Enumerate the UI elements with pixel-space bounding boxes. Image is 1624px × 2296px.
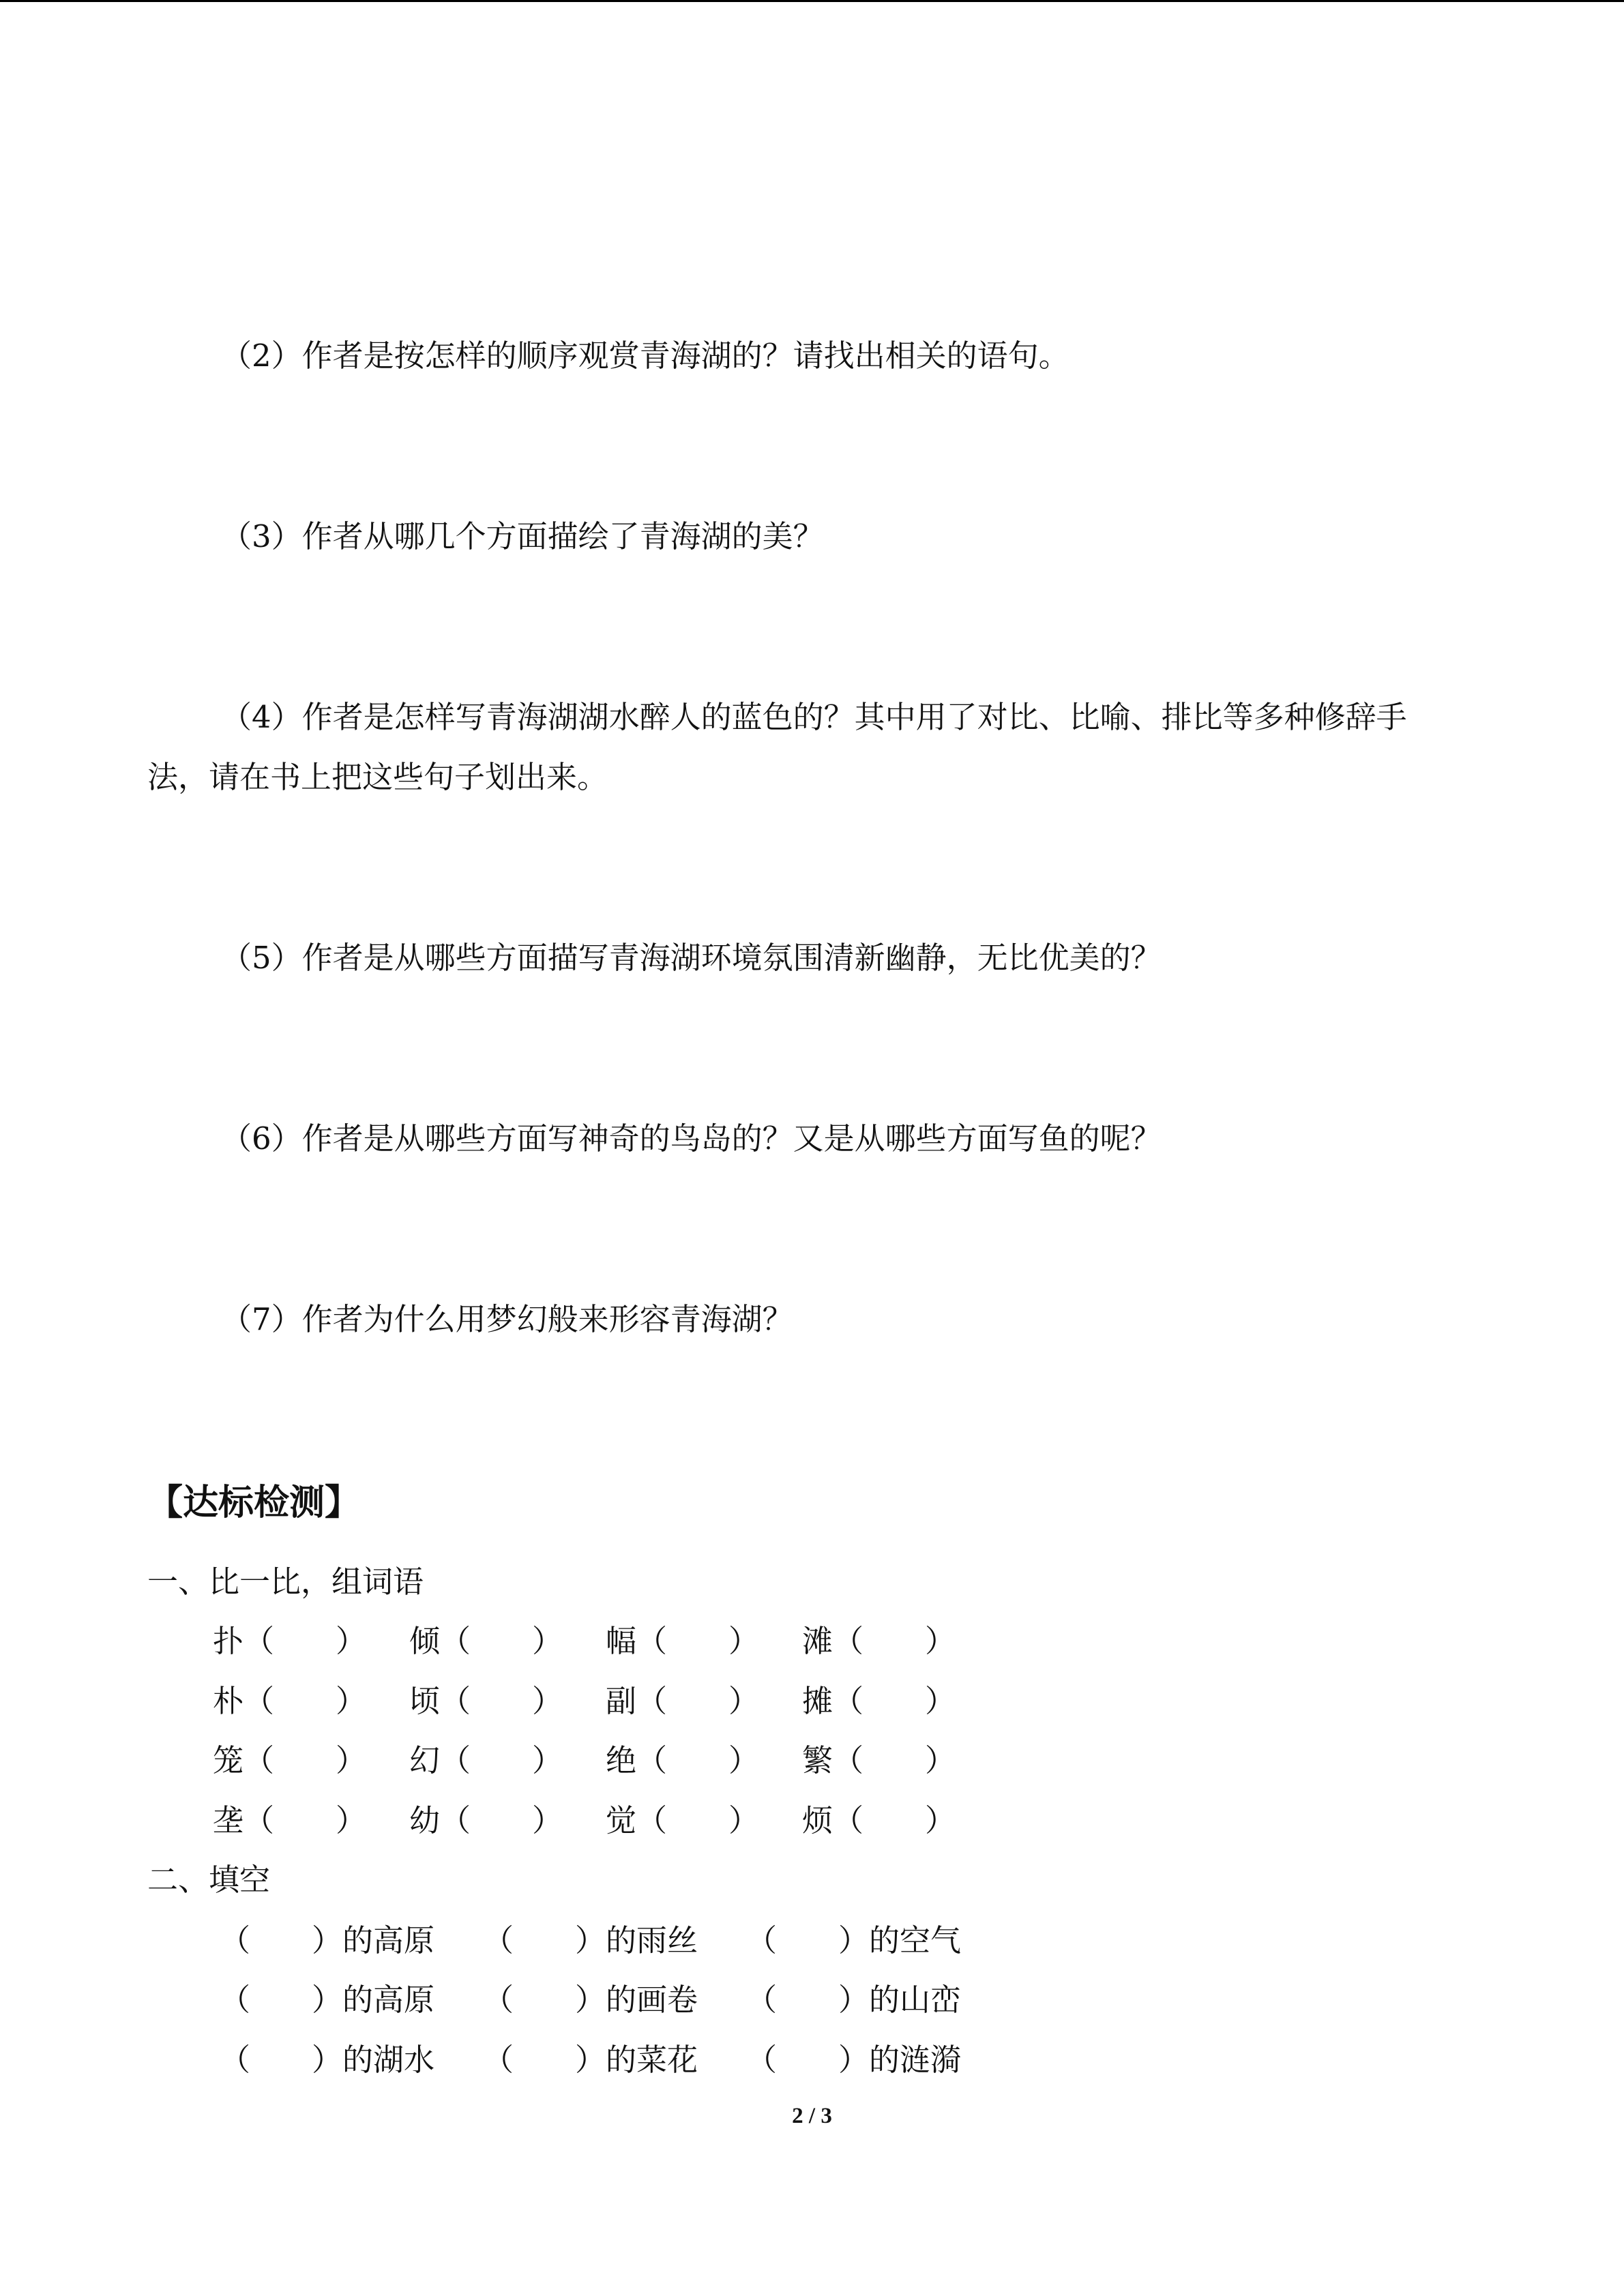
word-blank[interactable]: 滩（ ） [802,1623,956,1659]
word-blank[interactable]: 笼（ ） [213,1742,367,1778]
word-blank[interactable]: 繁（ ） [802,1742,956,1778]
fill-blank[interactable]: （ ）的山峦 [746,1982,962,2018]
fill-blank[interactable]: （ ）的湖水 [220,2042,435,2078]
top-border-rule [0,0,1624,2]
word-blank[interactable]: 顷（ ） [409,1683,563,1719]
part1-title: 一、比一比，组词语 [147,1564,424,1600]
word-blank[interactable]: 烦（ ） [802,1802,956,1838]
fill-blank[interactable]: （ ）的空气 [746,1922,962,1958]
word-blank[interactable]: 幻（ ） [409,1742,563,1778]
word-blank[interactable]: 扑（ ） [213,1623,367,1659]
fill-blank[interactable]: （ ）的画卷 [483,1982,698,2018]
question-4-continued: 法，请在书上把这些句子划出来。 [147,759,608,795]
question-4: （4）作者是怎样写青海湖湖水醉人的蓝色的？其中用了对比、比喻、排比等多种修辞手 [221,699,1407,735]
word-blank[interactable]: 幅（ ） [606,1623,760,1659]
section-heading: 【达标检测】 [147,1482,361,1523]
fill-blank[interactable]: （ ）的涟漪 [746,2042,962,2078]
word-blank[interactable]: 摊（ ） [802,1683,956,1719]
word-blank[interactable]: 幼（ ） [409,1802,563,1838]
fill-blank[interactable]: （ ）的高原 [220,1982,435,2018]
word-blank[interactable]: 朴（ ） [213,1683,367,1719]
word-blank[interactable]: 觉（ ） [606,1802,760,1838]
word-blank[interactable]: 倾（ ） [409,1623,563,1659]
question-6: （6）作者是从哪些方面写神奇的鸟岛的？又是从哪些方面写鱼的呢？ [221,1120,1162,1157]
question-3: （3）作者从哪几个方面描绘了青海湖的美？ [221,518,824,554]
question-5: （5）作者是从哪些方面描写青海湖环境氛围清新幽静，无比优美的？ [221,940,1162,976]
fill-blank[interactable]: （ ）的菜花 [483,2042,698,2078]
fill-blank[interactable]: （ ）的高原 [220,1922,435,1958]
part2-title: 二、填空 [147,1862,271,1898]
word-blank[interactable]: 副（ ） [606,1683,760,1719]
question-2: （2）作者是按怎样的顺序观赏青海湖的？请找出相关的语句。 [221,338,1069,374]
word-blank[interactable]: 垄（ ） [213,1802,367,1838]
question-7: （7）作者为什么用梦幻般来形容青海湖？ [221,1301,793,1337]
word-blank[interactable]: 绝（ ） [606,1742,760,1778]
page-number: 2 / 3 [792,2104,832,2128]
fill-blank[interactable]: （ ）的雨丝 [483,1922,698,1958]
